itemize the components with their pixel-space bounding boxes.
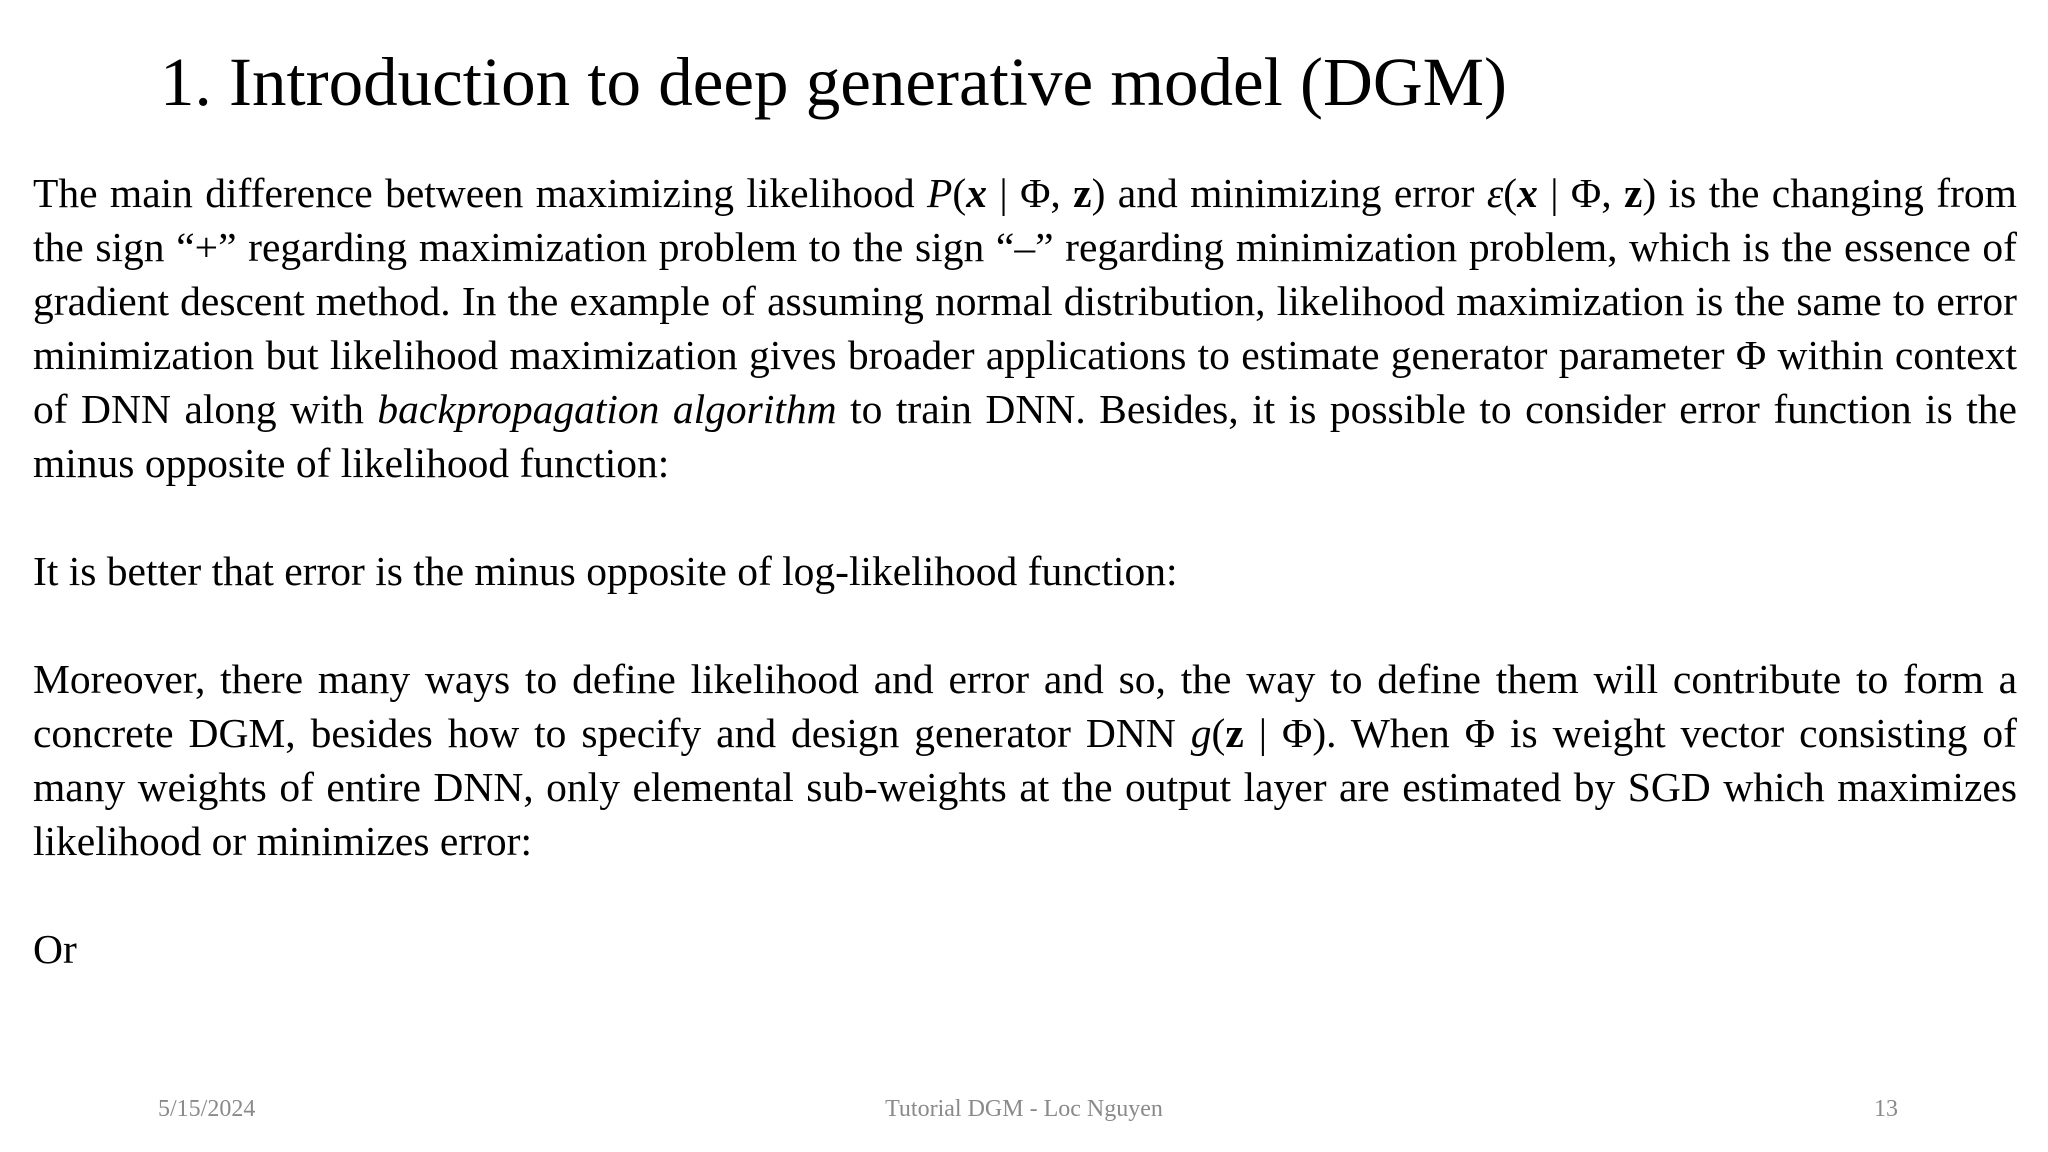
text-run: ) is the changing from the sign “+” regarding maximization problem to the sign “–” regarding minimization problem, which is the essence of gradient descent method. In the example of assuming normal distribution, likelihood maximization is the same to error minimization but likelihood maximization gives broader applications to estimate generator parameter Φ within context of DNN along with <box>33 170 2017 432</box>
text-run: ) and minimizing error <box>1091 170 1487 216</box>
text-run: ε <box>1486 170 1504 216</box>
text-run: ( <box>1211 710 1226 756</box>
slide-body <box>33 166 2017 976</box>
footer-page-number: 13 <box>1874 1096 1898 1122</box>
text-run: P <box>927 170 953 216</box>
slide-title: 1. Introduction to deep generative model (DGM) <box>160 44 1508 120</box>
footer-date: 5/15/2024 <box>158 1096 256 1122</box>
text-run: g <box>1190 710 1212 756</box>
text-run: backpropagation algorithm <box>377 386 837 432</box>
text-run: | Φ). When Φ is weight vector consisting of many weights of entire DNN, only elemental sub-weights at the output layer are estimated by SGD which maximizes likelihood or minimizes error: <box>33 710 2017 864</box>
text-run: x <box>1517 170 1538 216</box>
paragraph-or: Or <box>33 926 77 972</box>
text-run: z <box>1624 170 1643 216</box>
text-run: | Φ, <box>986 170 1074 216</box>
footer-title: Tutorial DGM - Loc Nguyen <box>885 1096 1163 1122</box>
text-run: z <box>1073 170 1092 216</box>
text-run: ( <box>952 170 967 216</box>
paragraph-log-likelihood: It is better that error is the minus opposite of log-likelihood function: <box>33 548 1178 594</box>
text-run: | Φ, <box>1537 170 1624 216</box>
text-run: The main difference between maximizing likelihood <box>33 170 928 216</box>
paragraph-likelihood-vs-error <box>33 166 2017 490</box>
text-run: ( <box>1503 170 1518 216</box>
paragraph-define-likelihood <box>33 652 2017 868</box>
text-run: Moreover, there many ways to define likelihood and error and so, the way to define them will contribute to form a concrete DGM, besides how to specify and design generator DNN <box>33 656 2017 756</box>
text-run: x <box>966 170 987 216</box>
text-run: to train DNN. Besides, it is possible to consider error function is the minus opposite of likelihood function: <box>33 386 2017 486</box>
text-run: z <box>1225 710 1244 756</box>
